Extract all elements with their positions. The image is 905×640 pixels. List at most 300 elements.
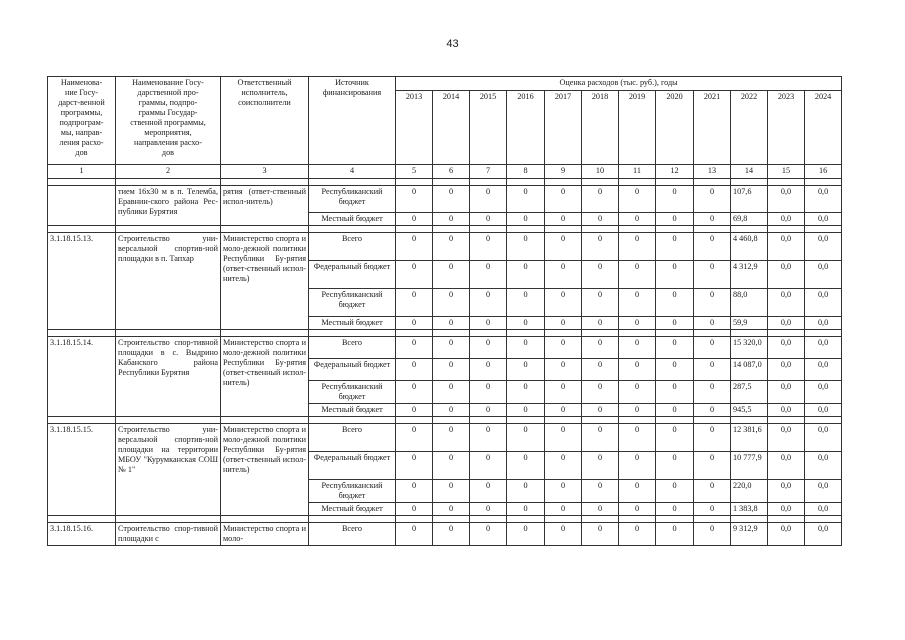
value-cell: 0 [470,317,507,330]
spacer-cell [694,516,731,523]
value-cell: 0 [656,186,694,213]
value-cell: 0 [396,261,433,289]
value-cell: 0 [545,261,582,289]
spacer-cell [507,417,545,424]
value-cell: 0 [545,503,582,516]
value-cell: 0 [470,289,507,317]
value-cell: 0 [656,261,694,289]
year-header: 2018 [582,91,619,165]
value-cell: 0 [582,337,619,359]
spacer-cell [619,226,656,233]
value-cell: 0,0 [768,359,805,381]
value-cell: 107,6 [731,186,768,213]
value-cell: 0 [433,503,470,516]
measure-name: тием 16х30 м в п. Телемба, Еравнин-ского района Рес-публики Бурятия [116,186,221,226]
value-cell: 0 [619,452,656,480]
column-number: 2 [116,165,221,179]
spacer-cell [582,226,619,233]
value-cell: 0 [694,337,731,359]
year-header: 2014 [433,91,470,165]
value-cell: 0 [656,523,694,546]
value-cell: 0 [694,480,731,503]
value-cell: 0 [582,317,619,330]
value-cell: 0,0 [805,503,842,516]
header-source: Источник финансирования [309,77,396,165]
value-cell: 0,0 [805,480,842,503]
spacer-cell [396,226,433,233]
spacer-cell [470,179,507,186]
budget-table [47,76,842,546]
value-cell: 0 [396,452,433,480]
spacer-cell [116,179,221,186]
spacer-cell [545,516,582,523]
value-cell: 0 [507,480,545,503]
value-cell: 0 [507,503,545,516]
year-header: 2015 [470,91,507,165]
value-cell: 0 [433,480,470,503]
value-cell: 0 [694,404,731,417]
value-cell: 0 [656,289,694,317]
spacer-cell [545,179,582,186]
header-estimate: Оценка расходов (тыс. руб.), годы [396,77,842,91]
value-cell: 0 [656,337,694,359]
spacer-cell [805,516,842,523]
value-cell: 0,0 [805,233,842,261]
funding-source: Местный бюджет [309,503,396,516]
value-cell: 0 [433,233,470,261]
measure-executor: Министерство спорта и моло- [221,523,309,546]
value-cell: 0 [694,289,731,317]
value-cell: 0 [507,337,545,359]
value-cell: 0 [545,213,582,226]
value-cell: 0 [582,186,619,213]
value-cell: 0 [433,261,470,289]
value-cell: 0 [433,523,470,546]
value-cell: 0 [582,359,619,381]
value-cell: 0 [545,480,582,503]
measure-code: 3.1.18.15.13. [48,233,116,330]
spacer-cell [48,226,116,233]
value-cell: 14 087,0 [731,359,768,381]
value-cell: 0 [545,359,582,381]
spacer-cell [507,226,545,233]
value-cell: 0 [433,317,470,330]
value-cell: 0 [619,359,656,381]
value-cell: 0 [507,233,545,261]
value-cell: 0 [470,424,507,452]
value-cell: 0 [507,424,545,452]
spacer-cell [656,516,694,523]
spacer-cell [221,330,309,337]
spacer-cell [221,417,309,424]
value-cell: 0 [470,381,507,404]
value-cell: 0 [507,213,545,226]
value-cell: 0 [619,186,656,213]
spacer-cell [507,516,545,523]
spacer-cell [396,516,433,523]
column-number: 7 [470,165,507,179]
value-cell: 0 [656,452,694,480]
value-cell: 0 [582,523,619,546]
value-cell: 0,0 [768,337,805,359]
column-number: 5 [396,165,433,179]
value-cell: 0 [694,523,731,546]
value-cell: 0,0 [768,261,805,289]
column-number: 10 [582,165,619,179]
spacer-cell [309,330,396,337]
spacer-cell [221,516,309,523]
spacer-cell [48,516,116,523]
value-cell: 0 [545,404,582,417]
spacer-cell [582,417,619,424]
value-cell: 0 [619,337,656,359]
header-name: Наименование Госу- дарственной про- граммы, подпро- граммы Государ- ственной программы, мероприятия, направления расхо- дов [116,77,221,165]
value-cell: 15 320,0 [731,337,768,359]
measure-name: Строительство спор-тивной площадки в с. Выдрино Кабанского района Республики Бурятия [116,337,221,417]
spacer-cell [805,417,842,424]
value-cell: 0,0 [768,503,805,516]
value-cell: 0,0 [805,359,842,381]
value-cell: 0 [396,381,433,404]
value-cell: 0,0 [768,213,805,226]
value-cell: 0 [619,213,656,226]
value-cell: 0 [507,261,545,289]
spacer-cell [768,330,805,337]
value-cell: 0 [433,424,470,452]
table-row [48,424,842,452]
spacer-cell [309,516,396,523]
year-header: 2013 [396,91,433,165]
value-cell: 0 [396,523,433,546]
value-cell: 0 [656,381,694,404]
value-cell: 0 [507,381,545,404]
value-cell: 0 [582,424,619,452]
value-cell: 0 [545,233,582,261]
table-row [48,186,842,213]
spacer-cell [116,330,221,337]
value-cell: 0,0 [768,424,805,452]
value-cell: 0 [470,480,507,503]
spacer-cell [731,179,768,186]
value-cell: 0 [470,523,507,546]
spacer-cell [470,330,507,337]
value-cell: 0 [507,452,545,480]
spacer-cell [396,417,433,424]
value-cell: 0 [582,480,619,503]
spacer-cell [768,226,805,233]
spacer-cell [433,516,470,523]
value-cell: 0,0 [768,233,805,261]
spacer-cell [731,330,768,337]
spacer-cell [731,417,768,424]
value-cell: 0 [545,381,582,404]
value-cell: 0 [582,261,619,289]
value-cell: 0 [433,337,470,359]
value-cell: 0 [507,404,545,417]
spacer-cell [396,179,433,186]
value-cell: 0 [433,404,470,417]
year-header: 2019 [619,91,656,165]
measure-code: 3.1.18.15.14. [48,337,116,417]
spacer-cell [805,179,842,186]
value-cell: 0 [694,317,731,330]
value-cell: 0,0 [805,523,842,546]
value-cell: 0 [470,452,507,480]
value-cell: 0 [619,404,656,417]
value-cell: 0,0 [805,404,842,417]
table-row [48,523,842,546]
spacer-cell [309,226,396,233]
funding-source: Федеральный бюджет [309,359,396,381]
value-cell: 0,0 [768,523,805,546]
value-cell: 220,0 [731,480,768,503]
value-cell: 10 777,9 [731,452,768,480]
value-cell: 0 [656,404,694,417]
spacer-cell [768,516,805,523]
value-cell: 0,0 [768,317,805,330]
spacer-cell [221,179,309,186]
value-cell: 0,0 [768,186,805,213]
value-cell: 0,0 [768,381,805,404]
spacer-cell [582,179,619,186]
value-cell: 0 [433,359,470,381]
value-cell: 0 [656,480,694,503]
value-cell: 0,0 [805,289,842,317]
value-cell: 0,0 [805,261,842,289]
spacer-cell [582,516,619,523]
value-cell: 0 [470,359,507,381]
value-cell: 0 [396,480,433,503]
spacer-cell [545,417,582,424]
spacer-cell [694,226,731,233]
measure-name: Строительство уни-версальной спортив-ной площадки на территории МБОУ "Курумканская СОШ № 1" [116,424,221,516]
value-cell: 0 [396,317,433,330]
value-cell: 0 [656,503,694,516]
value-cell: 0 [619,503,656,516]
column-number: 6 [433,165,470,179]
spacer-cell [116,516,221,523]
spacer-cell [48,330,116,337]
value-cell: 0 [694,233,731,261]
spacer-cell [656,179,694,186]
spacer-cell [731,516,768,523]
column-number: 9 [545,165,582,179]
spacer-cell [48,417,116,424]
value-cell: 0 [694,186,731,213]
measure-executor: рятия (ответ-ственный испол-нитель) [221,186,309,226]
column-number: 3 [221,165,309,179]
funding-source: Местный бюджет [309,213,396,226]
value-cell: 0 [619,261,656,289]
spacer-cell [309,417,396,424]
value-cell: 0 [396,233,433,261]
value-cell: 0 [582,452,619,480]
value-cell: 0 [619,289,656,317]
value-cell: 0 [470,261,507,289]
funding-source: Республиканский бюджет [309,289,396,317]
value-cell: 59,9 [731,317,768,330]
value-cell: 0 [470,337,507,359]
column-number: 4 [309,165,396,179]
spacer-cell [582,330,619,337]
value-cell: 0,0 [805,337,842,359]
measure-executor: Министерство спорта и моло-дежной политики Республики Бу-рятия (ответ-ственный испол-нитель) [221,233,309,330]
spacer-cell [768,417,805,424]
value-cell: 0 [656,317,694,330]
value-cell: 0 [619,317,656,330]
funding-source: Федеральный бюджет [309,452,396,480]
value-cell: 0 [656,359,694,381]
year-header: 2022 [731,91,768,165]
spacer-cell [619,516,656,523]
value-cell: 0,0 [805,381,842,404]
spacer-cell [221,226,309,233]
value-cell: 0,0 [805,424,842,452]
value-cell: 0 [545,337,582,359]
spacer-cell [694,330,731,337]
value-cell: 0 [470,186,507,213]
value-cell: 0 [396,424,433,452]
value-cell: 0 [694,261,731,289]
spacer-cell [619,417,656,424]
value-cell: 0 [396,186,433,213]
column-number: 1 [48,165,116,179]
value-cell: 0 [396,213,433,226]
value-cell: 0 [507,289,545,317]
value-cell: 0 [582,213,619,226]
year-header: 2020 [656,91,694,165]
value-cell: 0 [619,381,656,404]
spacer-cell [731,226,768,233]
page-number: 43 [446,38,459,50]
spacer-cell [694,417,731,424]
value-cell: 4 312,9 [731,261,768,289]
spacer-cell [470,516,507,523]
value-cell: 0,0 [768,289,805,317]
value-cell: 945,5 [731,404,768,417]
table-row [48,233,842,261]
table-row [48,337,842,359]
value-cell: 0 [656,424,694,452]
year-header: 2016 [507,91,545,165]
spacer-cell [470,417,507,424]
spacer-cell [656,226,694,233]
spacer-cell [433,179,470,186]
value-cell: 0 [396,289,433,317]
spacer-cell [116,226,221,233]
measure-code [48,186,116,226]
spacer-cell [619,179,656,186]
value-cell: 0 [545,523,582,546]
header-executor: Ответственный исполнитель, соисполнители [221,77,309,165]
value-cell: 0 [470,213,507,226]
value-cell: 0,0 [805,213,842,226]
column-number: 16 [805,165,842,179]
spacer-cell [619,330,656,337]
value-cell: 0 [694,452,731,480]
year-header: 2017 [545,91,582,165]
value-cell: 0 [507,186,545,213]
value-cell: 0 [656,213,694,226]
value-cell: 0 [545,289,582,317]
value-cell: 0 [545,424,582,452]
funding-source: Местный бюджет [309,404,396,417]
measure-name: Строительство спор-тивной площадки с [116,523,221,546]
value-cell: 0 [619,424,656,452]
funding-source: Местный бюджет [309,317,396,330]
value-cell: 0 [582,503,619,516]
column-number: 8 [507,165,545,179]
value-cell: 0 [396,503,433,516]
value-cell: 0 [433,186,470,213]
funding-source: Республиканский бюджет [309,186,396,213]
header-program: Наименова- ние Госу- дарст-венной программы, подпрограм- мы, направ- ления расхо- дов [48,77,116,165]
spacer-cell [507,330,545,337]
value-cell: 0 [545,317,582,330]
value-cell: 0 [470,233,507,261]
value-cell: 0 [433,289,470,317]
value-cell: 88,0 [731,289,768,317]
spacer-cell [116,417,221,424]
spacer-cell [805,330,842,337]
value-cell: 0 [470,404,507,417]
value-cell: 0 [545,186,582,213]
value-cell: 0 [694,213,731,226]
measure-executor: Министерство спорта и моло-дежной политики Республики Бу-рятия (ответ-ственный испол-нитель) [221,337,309,417]
value-cell: 0,0 [805,452,842,480]
spacer-cell [48,179,116,186]
column-number: 11 [619,165,656,179]
spacer-cell [656,330,694,337]
column-number: 15 [768,165,805,179]
column-number: 13 [694,165,731,179]
value-cell: 0 [433,452,470,480]
spacer-cell [433,417,470,424]
spacer-cell [470,226,507,233]
year-header: 2023 [768,91,805,165]
value-cell: 0 [694,503,731,516]
value-cell: 0 [619,523,656,546]
spacer-cell [433,330,470,337]
spacer-cell [768,179,805,186]
year-header: 2021 [694,91,731,165]
value-cell: 0 [507,317,545,330]
funding-source: Всего [309,523,396,546]
value-cell: 0,0 [768,452,805,480]
spacer-cell [309,179,396,186]
value-cell: 9 312,9 [731,523,768,546]
value-cell: 0 [433,213,470,226]
column-number: 12 [656,165,694,179]
value-cell: 0,0 [805,317,842,330]
spacer-cell [656,417,694,424]
value-cell: 0 [656,233,694,261]
spacer-cell [694,179,731,186]
value-cell: 287,5 [731,381,768,404]
value-cell: 0,0 [768,480,805,503]
value-cell: 0 [396,337,433,359]
spacer-cell [396,330,433,337]
funding-source: Всего [309,233,396,261]
funding-source: Республиканский бюджет [309,480,396,503]
value-cell: 12 381,6 [731,424,768,452]
spacer-cell [545,226,582,233]
value-cell: 0 [619,233,656,261]
spacer-cell [507,179,545,186]
value-cell: 0,0 [768,404,805,417]
year-header: 2024 [805,91,842,165]
value-cell: 0 [545,452,582,480]
